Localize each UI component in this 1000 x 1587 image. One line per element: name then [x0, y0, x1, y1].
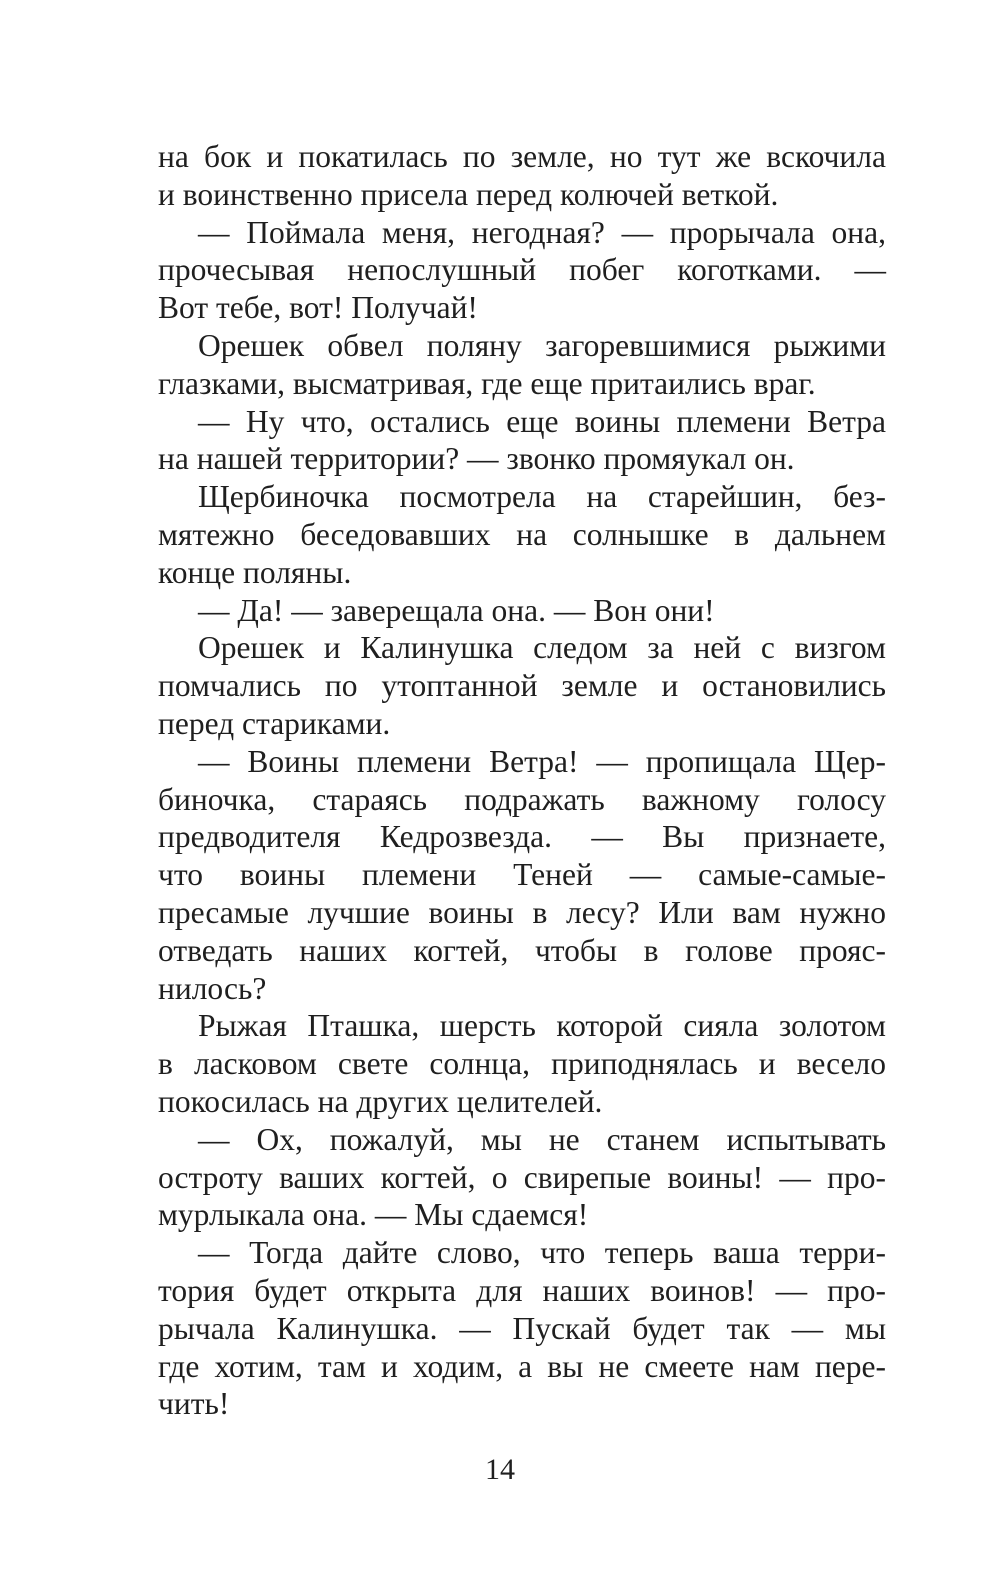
text-line: помчались по утоптанной земле и остановились [158, 668, 886, 704]
text-line: Орешек и Калинушка следом за ней с визгом [198, 630, 886, 666]
text-line: рычала Калинушка. — Пускай будет так — мы [158, 1310, 886, 1346]
text-line: — Ну что, остались еще воины племени Ветра [198, 403, 886, 439]
text-line: отведать наших когтей, чтобы в голове прояс- [158, 932, 886, 968]
text-line: в ласковом свете солнца, приподнялась и весело [158, 1046, 886, 1082]
text-line: Рыжая Пташка, шерсть которой сияла золотом [198, 1008, 886, 1044]
text-line: — Тогда дайте слово, что теперь ваша терри- [198, 1235, 886, 1271]
text-line: и воинственно присела перед колючей веткой. [158, 176, 779, 212]
text-line: Вот тебе, вот! Получай! [158, 290, 478, 326]
text-line: глазками, высматривая, где еще притаились враг. [158, 365, 816, 401]
text-line: на бок и покатилась по земле, но тут же вскочила [158, 139, 886, 174]
text-line: — Да! — заверещала она. — Вон они! [198, 592, 715, 628]
text-line: что воины племени Теней — самые-самые- [158, 857, 886, 893]
text-line: — Поймала меня, негодная? — прорычала она, [198, 214, 886, 250]
text-line: остроту ваших когтей, о свирепые воины! — про- [158, 1159, 886, 1195]
text-line: на нашей территории? — звонко промяукал он. [158, 441, 795, 477]
text-line: нилось? [158, 970, 267, 1006]
text-line: Щербиночка посмотрела на старейшин, без- [198, 479, 886, 515]
text-line: биночка, стараясь подражать важному голосу [158, 781, 886, 817]
text-line: — Воины племени Ветра! — пропищала Щер- [198, 743, 886, 779]
text-line: где хотим, там и ходим, а вы не смеете нам пере- [158, 1348, 886, 1384]
text-line: предводителя Кедрозвезда. — Вы признаете, [158, 819, 886, 855]
text-line: тория будет открыта для наших воинов! — про- [158, 1272, 886, 1308]
text-line: покосилась на других целителей. [158, 1083, 603, 1119]
text-line: — Ох, пожалуй, мы не станем испытывать [198, 1121, 886, 1157]
text-line: перед стариками. [158, 705, 391, 741]
text-line: Орешек обвел поляну загоревшимися рыжими [198, 327, 886, 363]
text-line: прочесывая непослушный побег коготками. — [158, 252, 886, 288]
text-line: мурлыкала она. — Мы сдаемся! [158, 1197, 589, 1233]
body-text [158, 138, 886, 1423]
text-line: конце поляны. [158, 554, 352, 590]
text-line: чить! [158, 1386, 230, 1422]
text-line: пресамые лучшие воины в лесу? Или вам нужно [158, 894, 886, 930]
text-line: мятежно беседовавших на солнышке в дальнем [158, 516, 886, 552]
page-number: 14 [485, 1453, 515, 1486]
